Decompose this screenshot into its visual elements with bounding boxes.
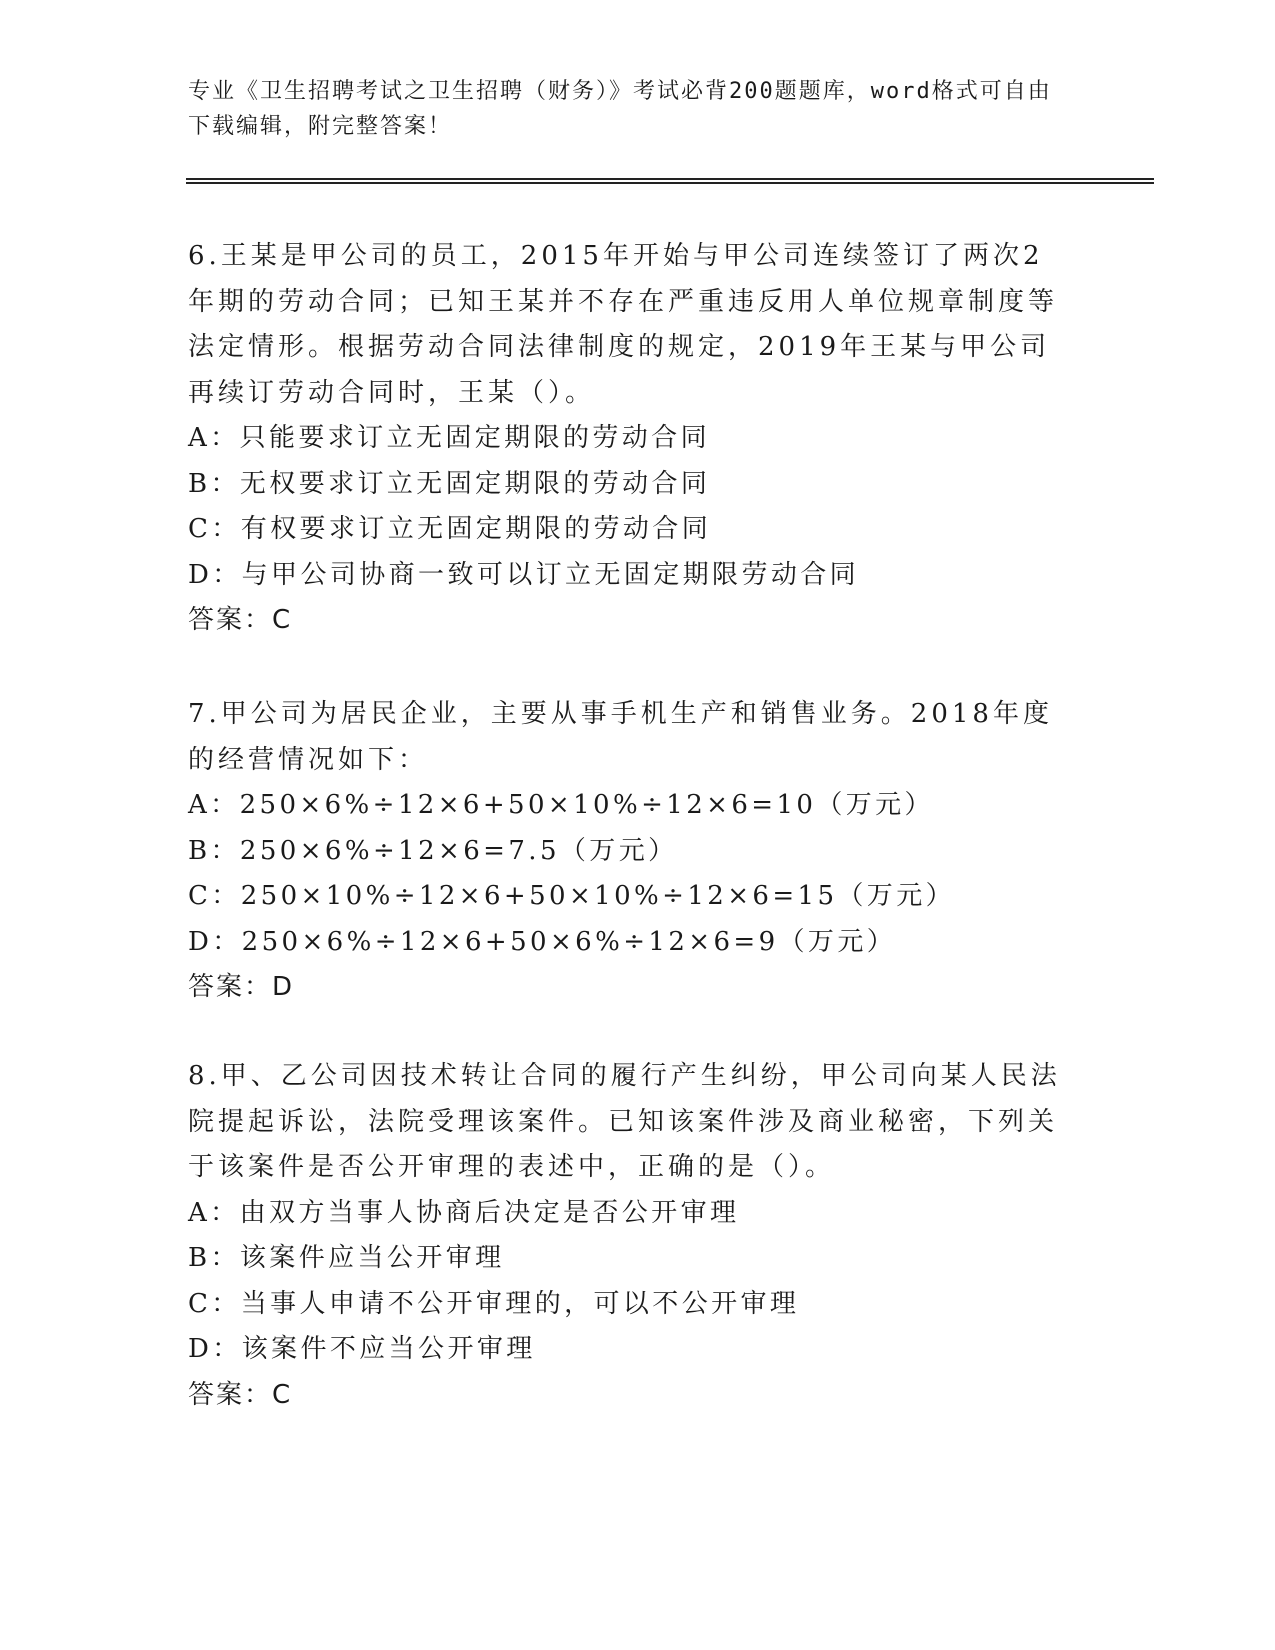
answer-line: 答案：C <box>188 605 293 635</box>
option-c: C：250×10%÷12×6+50×10%÷12×6=15（万元） <box>188 881 955 911</box>
option-b: B：无权要求订立无固定期限的劳动合同 <box>188 468 711 499</box>
header-rule-bottom <box>186 182 1154 184</box>
question-stem: 6.王某是甲公司的员工，2015年开始与甲公司连续签订了两次2年期的劳动合同；已知王某并不存在严重违反用人单位规章制度等法定情形。根据劳动合同法律制度的规定，2019年王某与甲公司再续订劳动合同时，王某（）。 <box>188 241 1059 408</box>
question-stem: 7.甲公司为居民企业，主要从事手机生产和销售业务。2018年度的经营情况如下： <box>188 699 1053 775</box>
option-c: C：当事人申请不公开审理的，可以不公开审理 <box>188 1288 800 1319</box>
option-d: D：与甲公司协商一致可以订立无固定期限劳动合同 <box>188 559 860 590</box>
option-c: C：有权要求订立无固定期限的劳动合同 <box>188 514 712 544</box>
option-a: A：250×6%÷12×6+50×10%÷12×6=10（万元） <box>188 790 934 820</box>
option-b: B：该案件应当公开审理 <box>188 1243 505 1273</box>
answer-line: 答案：C <box>188 1379 293 1410</box>
option-a: A：只能要求订立无固定期限的劳动合同 <box>188 423 710 453</box>
document-header: 专业《卫生招聘考试之卫生招聘（财务）》考试必背200题题库，word格式可自由下载编辑，附完整答案！ <box>188 79 1052 139</box>
answer-line: 答案：D <box>188 972 295 1002</box>
option-d: D：250×6%÷12×6+50×6%÷12×6=9（万元） <box>188 926 897 957</box>
question-stem: 8.甲、乙公司因技术转让合同的履行产生纠纷，甲公司向某人民法院提起诉讼，法院受理该案件。已知该案件涉及商业秘密，下列关于该案件是否公开审理的表述中，正确的是（）。 <box>188 1061 1061 1182</box>
option-b: B：250×6%÷12×6=7.5（万元） <box>188 835 678 866</box>
header-rule-top <box>186 178 1154 180</box>
option-d: D：该案件不应当公开审理 <box>188 1334 536 1364</box>
question-7 <box>188 692 1068 1011</box>
question-8 <box>188 1054 1068 1418</box>
question-6 <box>188 234 1068 644</box>
option-a: A：由双方当事人协商后决定是否公开审理 <box>188 1197 740 1228</box>
